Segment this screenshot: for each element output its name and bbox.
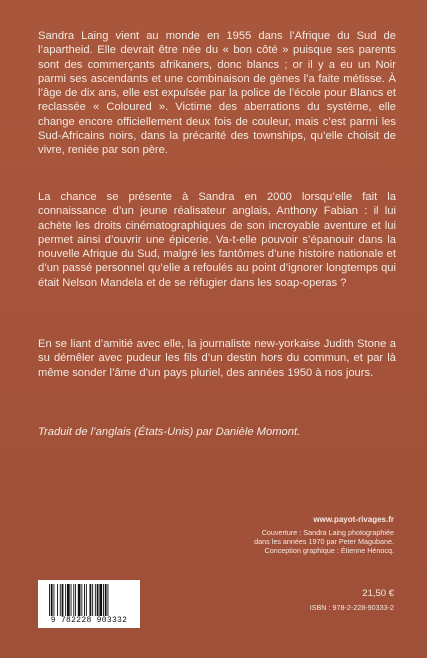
summary-paragraph-2: La chance se présente à Sandra en 2000 lorsqu’elle fait la connaissance d’un jeune réalisateur anglais, Anthony Fabian : il lui achète les droits cinématographiques de son incroyable aventure et lui permet ainsi d’ouvrir une épicerie. Va-t-elle pouvoir s’épanouir dans la nouvelle Afrique du Sud, malgré les fantômes d’une histoire nationale et d’un passé personnel qu’elle a refoulés au point d’ignorer longtemps qui était Nelson Mandela et de se réfugier dans les soap-operas ? (38, 191, 396, 289)
barcode-bars (48, 584, 130, 616)
barcode-digits: 9 782228 903332 (50, 616, 128, 625)
publisher-website: www.payot-rivages.fr (313, 515, 394, 524)
summary-paragraph-3: En se liant d’amitié avec elle, la journaliste new-yorkaise Judith Stone a su démêler avec pudeur les fils d’un destin hors du commun, et par là même sonder l’âme d’un pays pluriel, des années 1950 à nos jours. (38, 338, 396, 379)
cover-credit-line-2: dans les années 1970 par Peter Magubane. (254, 537, 394, 546)
translator-credit: Traduit de l’anglais (États-Unis) par Danièle Momont. (38, 426, 301, 438)
summary-paragraph-1: Sandra Laing vient au monde en 1955 dans l’Afrique du Sud de l’apartheid. Elle devrait être née du « bon côté » puisque ses parents sont des commerçants afrikaners, donc blancs ; or il y a eu un Noir parmi ses ascendants et une combinaison de gènes l’a faite métisse. À l’âge de dix ans, elle est expulsée par la police de l’école pour Blancs et reclassée « Coloured ». Victime des aberrations du système, elle change encore officiellement deux fois de couleur, mais c’est parmi les Sud-Africains noirs, dans la précarité des townships, qu’elle choisit de vivre, reniée par son père. (38, 30, 396, 157)
isbn: ISBN : 978-2-228-90333-2 (309, 603, 394, 612)
design-credit: Conception graphique : Étienne Hénocq. (264, 546, 394, 555)
barcode (38, 580, 140, 628)
price: 21,50 € (362, 588, 394, 599)
cover-credit-line-1: Couverture : Sandra Laing photographiée (261, 528, 394, 537)
credits-block (174, 515, 394, 555)
